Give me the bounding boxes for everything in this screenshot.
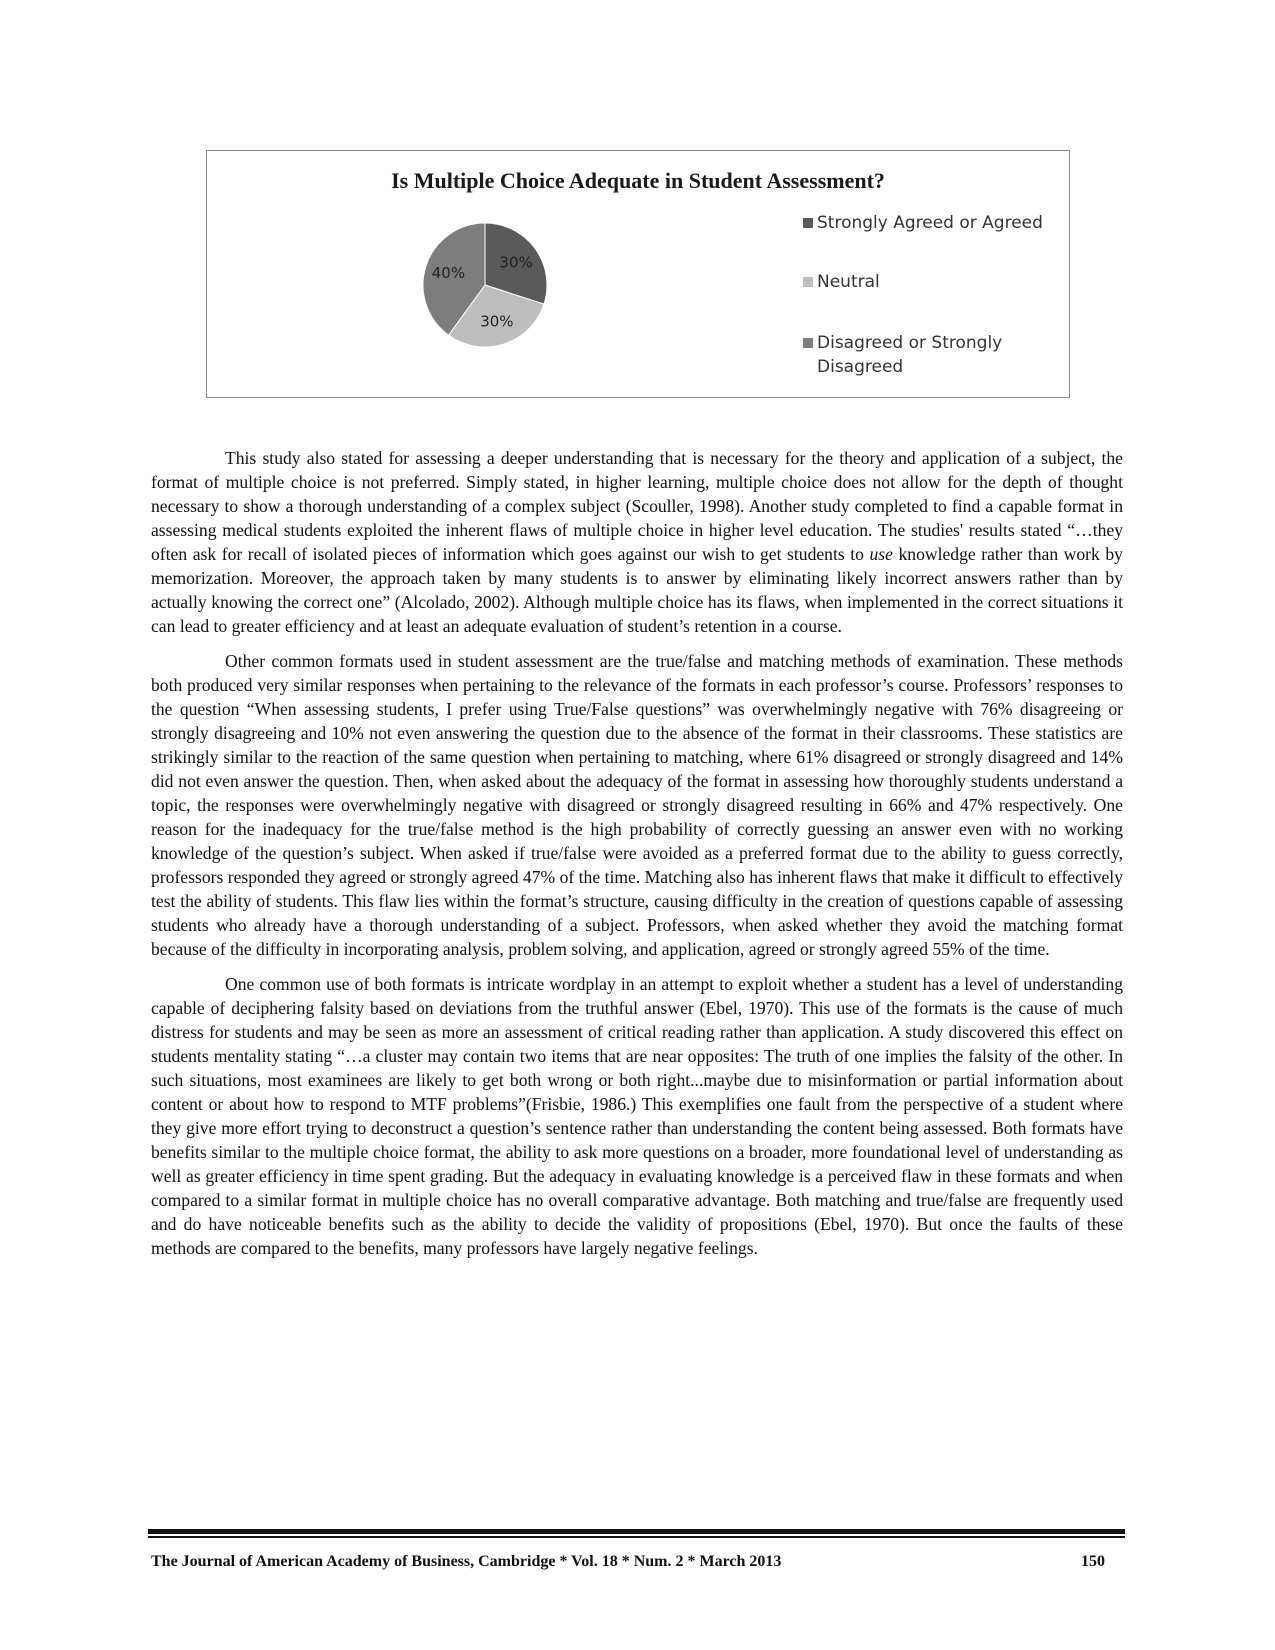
legend-swatch [803, 218, 813, 228]
journal-citation: The Journal of American Academy of Business, Cambridge * Vol. 18 * Num. 2 * March 2013 [151, 1553, 782, 1570]
pie-data-label: 30% [480, 312, 514, 331]
emphasized-word: use [869, 544, 893, 564]
legend-label: Neutral [817, 272, 880, 292]
legend-label: Strongly Agreed or Agreed [817, 213, 1043, 233]
paragraph [151, 446, 1123, 638]
chart-title: Is Multiple Choice Adequate in Student Assessment? [391, 168, 885, 193]
pie-data-label: 30% [499, 253, 533, 272]
pie-chart [206, 150, 1070, 398]
legend-label: Disagreed or Strongly Disagreed [817, 333, 1003, 377]
legend-swatch [803, 277, 813, 287]
paragraph: One common use of both formats is intricate wordplay in an attempt to exploit whether a student has a level of understanding capable of deciphering falsity based on deviations from the truthful answer (Ebel, 1970). This use of the formats is the cause of much distress for students and may be seen as more an assessment of critical reading rather than application. A study discovered this effect on students mentality stating “…a cluster may contain two items that are near opposites: The truth of one implies the falsity of the other. In such situations, most examinees are likely to get both wrong or both right...maybe due to misinformation or partial information about content or about how to respond to MTF problems”(Frisbie, 1986.) This exemplifies one fault from the perspective of a student where they give more effort trying to deconstruct a question’s sentence rather than understanding the content being assessed. Both formats have benefits similar to the multiple choice format, the ability to ask more questions on a broader, more foundational level of understanding as well as greater efficiency in time spent grading. But the adequacy in evaluating knowledge is a perceived flaw in these formats and when compared to a similar format in multiple choice has no overall comparative advantage. Both matching and true/false are frequently used and do have noticeable benefits such as the ability to decide the validity of propositions (Ebel, 1970). But once the faults of these methods are compared to the benefits, many professors have largely negative feelings. [151, 974, 1123, 1258]
paragraph-text: This study also stated for assessing a deeper understanding that is necessary for the theory and application of a subject, the format of multiple choice is not preferred. Simply stated, in higher learning, multiple choice does not allow for the depth of thought necessary to show a thorough understanding of a complex subject (Scouller, 1998). Another study completed to find a capable format in assessing medical students exploited the inherent flaws of multiple choice in higher level education. The studies' results stated “…they often ask for recall of isolated pieces of information which goes against our wish to get students to [151, 448, 1123, 564]
paragraph: Other common formats used in student assessment are the true/false and matching methods of examination. These methods both produced very similar responses when pertaining to the relevance of the formats in each professor’s course. Professors’ responses to the question “When assessing students, I prefer using True/False questions” was overwhelmingly negative with 76% disagreeing or strongly disagreeing and 10% not even answering the question due to the absence of the format in their classrooms. These statistics are strikingly similar to the reaction of the same question when pertaining to matching, where 61% disagreed or strongly disagreed and 14% did not even answer the question. Then, when asked about the adequacy of the format in assessing how thoroughly students understand a topic, the responses were overwhelmingly negative with disagreed or strongly disagreed resulting in 66% and 47% respectively. One reason for the inadequacy for the true/false method is the high probability of correctly guessing an answer even with no working knowledge of the question’s subject. When asked if true/false were avoided as a preferred format due to the ability to guess correctly, professors responded they agreed or strongly agreed 47% of the time. Matching also has inherent flaws that make it difficult to effectively test the ability of students. This flaw lies within the format’s structure, causing difficulty in the creation of questions capable of assessing students who already have a thorough understanding of a subject. Professors, when asked whether they avoid the matching format because of the difficulty in incorporating analysis, problem solving, and application, agreed or strongly agreed 55% of the time. [151, 651, 1123, 959]
footer-rule-thick [148, 1529, 1125, 1534]
footer-rule-thin [148, 1536, 1125, 1538]
article-body [151, 446, 1123, 1271]
pie-data-label: 40% [431, 264, 466, 283]
page-number: 150 [1081, 1553, 1105, 1570]
paragraph-text: knowledge rather than work by memorization. Moreover, the approach taken by many students is to answer by eliminating likely incorrect answers rather than by actually knowing the correct one” (Alcolado, 2002). Although multiple choice has its flaws, when implemented in the correct situations it can lead to greater efficiency and at least an adequate evaluation of student’s retention in a course. [151, 544, 1123, 636]
legend-swatch [803, 338, 813, 348]
